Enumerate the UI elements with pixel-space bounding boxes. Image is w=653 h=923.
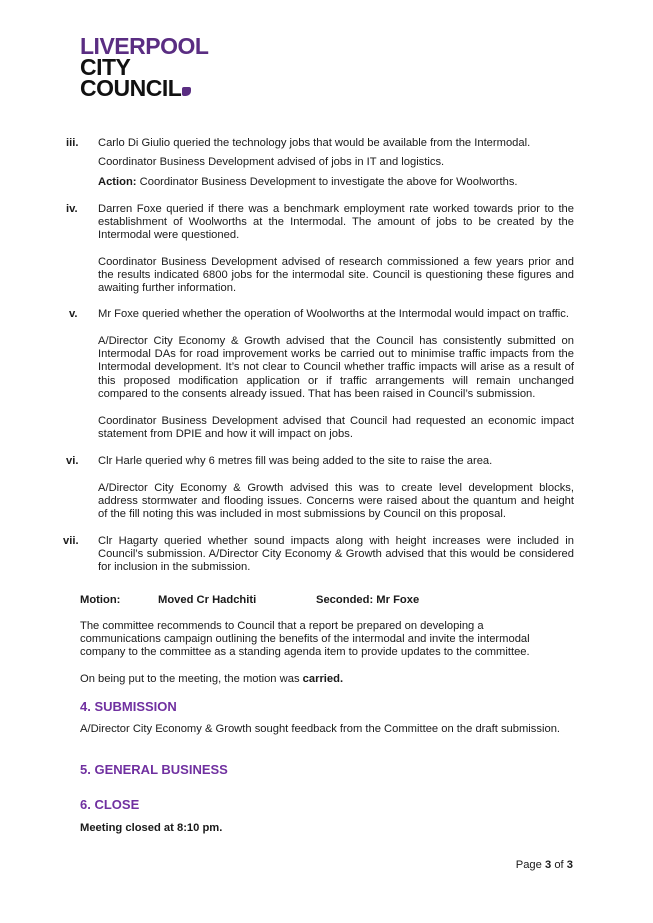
motion-result-prefix: On being put to the meeting, the motion was: [80, 673, 303, 685]
item-paragraph: Carlo Di Giulio queried the technology jobs that would be available from the Intermodal.: [98, 137, 531, 149]
item-paragraph: Darren Foxe queried if there was a benchmark employment rate worked towards prior to the establishment of Woolworths at the Intermodal. The amount of jobs to be created by the Intermodal were questioned.: [98, 203, 574, 242]
section-heading-submission: 4. SUBMISSION: [80, 699, 177, 714]
logo-line-2: CITY: [80, 54, 131, 80]
item-number: vii.: [63, 535, 79, 547]
motion-result: [80, 673, 574, 686]
submission-text: A/Director City Economy & Growth sought feedback from the Committee on the draft submission.: [80, 723, 561, 735]
action-label: Action:: [98, 176, 137, 188]
logo-line-3: [80, 75, 208, 101]
page-total: 3: [566, 859, 573, 871]
item-paragraph: A/Director City Economy & Growth advised that the Council has consistently submitted on Intermodal DAs for road improvement works be carried out to minimise traffic impacts from the Intermodal development. It’s not clear to Council whether traffic impacts will arise as a result of this proposed modification application or if traffic arrangements will remain unchanged compared to the consents already issued. That has been raised in Council’s submission.: [98, 335, 574, 400]
motion-label: Motion:: [80, 594, 121, 606]
motion-seconded: Seconded: Mr Foxe: [316, 594, 420, 606]
logo-line-1: LIVERPOOL: [80, 33, 209, 59]
item-paragraph: Clr Harle queried why 6 metres fill was being added to the site to raise the area.: [98, 455, 493, 467]
page-number: [516, 859, 573, 871]
motion-result-value: carried.: [302, 673, 344, 685]
item-number: iii.: [66, 137, 79, 149]
section-heading-close: 6. CLOSE: [80, 797, 140, 812]
item-paragraph: Mr Foxe queried whether the operation of Woolworths at the Intermodal would impact on traffic.: [98, 308, 569, 320]
logo-heart-icon: [182, 87, 191, 96]
motion-text: The committee recommends to Council that a report be prepared on developing a communications campaign outlining the benefits of the intermodal and invite the intermodal company to the committee as a standing agenda item to provide updates to the committee.: [80, 620, 530, 659]
page-prefix: Page: [515, 859, 545, 871]
motion-moved: Moved Cr Hadchiti: [158, 594, 257, 606]
item-number: vi.: [66, 455, 79, 467]
item-number: v.: [69, 308, 78, 320]
logo-line-3-text: COUNCIL: [80, 75, 182, 101]
page-current: 3: [544, 859, 552, 871]
item-number: iv.: [66, 203, 78, 215]
item-paragraph: Coordinator Business Development advised of research commissioned a few years prior and the results indicated 6800 jobs for the intermodal site. Council is questioning these figures and awaiting further information.: [98, 256, 574, 295]
item-paragraph: Coordinator Business Development advised that Council had requested an economic impact statement from DPIE and how it will impact on jobs.: [98, 415, 574, 441]
item-paragraph: Coordinator Business Development advised of jobs in IT and logistics.: [98, 156, 445, 168]
page-mid: of: [551, 859, 567, 871]
action-text: Coordinator Business Development to investigate the above for Woolworths.: [136, 176, 518, 188]
item-action: [98, 176, 574, 189]
item-paragraph: A/Director City Economy & Growth advised this was to create level development blocks, address stormwater and flooding issues. Concerns were raised about the quantum and height of the fill noting this was included in most submissions by Council on this proposal.: [98, 482, 574, 521]
liverpool-city-council-logo: [80, 33, 209, 101]
close-text: Meeting closed at 8:10 pm.: [80, 822, 223, 834]
section-heading-general-business: 5. GENERAL BUSINESS: [80, 762, 228, 777]
item-paragraph: Clr Hagarty queried whether sound impacts along with height increases were included in Council’s submission. A/Director City Economy & Growth advised that this would be considered for inclusion in the submission.: [98, 535, 574, 574]
